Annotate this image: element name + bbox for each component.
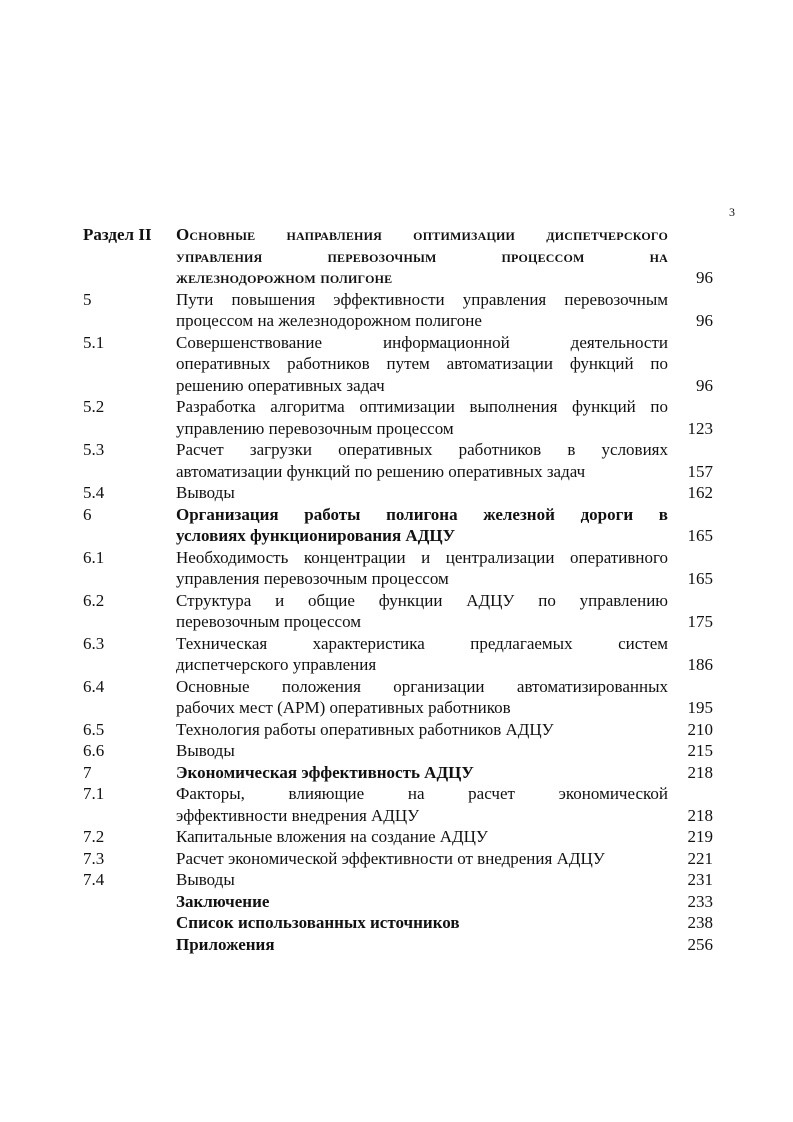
toc-entry-title xyxy=(176,633,668,676)
toc-entry xyxy=(0,783,793,826)
toc-entry-title xyxy=(176,676,668,719)
toc-entry-number: 6.3 xyxy=(83,633,105,653)
toc-entry-number: 5.3 xyxy=(83,440,105,459)
toc-entry xyxy=(0,762,793,784)
toc-entry-title-line: рабочих мест (АРМ) оперативных работников xyxy=(176,698,511,717)
toc-entry-title-line: Заключение xyxy=(176,891,270,911)
toc-entry-title-line: управления перевозочным процессом на xyxy=(176,246,668,266)
toc-entry-title xyxy=(176,783,668,826)
toc-entry-number: 7.4 xyxy=(83,870,105,889)
toc-entry-page: 219 xyxy=(687,827,713,846)
toc-entry-page: 96 xyxy=(696,268,713,287)
toc-entry xyxy=(0,547,793,590)
toc-entry-title-line: оперативных работников путем автоматизации функций по xyxy=(176,354,668,373)
toc-entry-page: 218 xyxy=(687,805,713,825)
toc-entry-page: 221 xyxy=(687,848,713,868)
toc-entry xyxy=(0,439,793,482)
toc-entry-title xyxy=(176,224,668,289)
toc-entry-title-line: Факторы, влияющие на расчет экономической xyxy=(176,784,668,803)
toc-entry-title-line: эффективности внедрения АДЦУ xyxy=(176,805,420,825)
toc-entry-number: 6.4 xyxy=(83,676,105,696)
toc-entry-title-line: Приложения xyxy=(176,934,275,954)
toc-entry-title xyxy=(176,332,668,397)
toc-entry-number: 5.1 xyxy=(83,332,105,352)
toc-entry-number: 6.5 xyxy=(83,719,105,739)
page-number: 3 xyxy=(729,205,735,219)
toc-entry-number: 7.2 xyxy=(83,827,105,846)
toc-entry-page: 231 xyxy=(687,870,713,889)
toc-entry-title-line: Экономическая эффективность АДЦУ xyxy=(176,762,474,782)
toc-entry xyxy=(0,826,793,848)
toc-entry-title-line: Техническая характеристика предлагаемых систем xyxy=(176,633,668,653)
toc-entry-title-line: Пути повышения эффективности управления перевозочным xyxy=(176,289,668,309)
toc-entry-page: 195 xyxy=(687,698,713,717)
toc-entry-title-line: условиях функционирования АДЦУ xyxy=(176,526,456,545)
toc-entry-title-line: Совершенствование информационной деятельности xyxy=(176,332,668,352)
toc-entry xyxy=(0,934,793,956)
toc-entry-page: 96 xyxy=(696,375,713,395)
toc-entry xyxy=(0,719,793,741)
toc-entry-page: 186 xyxy=(687,655,713,674)
toc-entry-title xyxy=(176,396,668,439)
toc-entry xyxy=(0,224,793,289)
toc-entry-page: 175 xyxy=(687,612,713,631)
toc-entry-number: 6.6 xyxy=(83,741,105,760)
toc-entry-title-line: Структура и общие функции АДЦУ по управлению xyxy=(176,590,668,610)
toc-entry-title-line: решению оперативных задач xyxy=(176,375,385,395)
toc-entry xyxy=(0,891,793,913)
toc-entry-title xyxy=(176,869,668,891)
toc-entry-page: 233 xyxy=(687,891,713,911)
toc-entry-title xyxy=(176,482,668,504)
toc-entry-title xyxy=(176,912,668,934)
toc-entry-number: 6.1 xyxy=(83,547,105,567)
toc-entry-page: 238 xyxy=(687,913,713,932)
toc-entry-title xyxy=(176,934,668,956)
toc-entry-number: 5.4 xyxy=(83,483,105,502)
toc-entry xyxy=(0,504,793,547)
toc-entry-number: 7.3 xyxy=(83,848,105,868)
toc-entry xyxy=(0,912,793,934)
toc-entry-title-line: Список использованных источников xyxy=(176,913,460,932)
toc-entry-page: 157 xyxy=(687,461,713,481)
toc-entry-title-line: диспетчерского управления xyxy=(176,655,377,674)
toc-entry xyxy=(0,332,793,397)
toc-entry-title-line: Выводы xyxy=(176,741,235,760)
toc-entry-number: 6 xyxy=(83,504,92,524)
toc-entry-page: 218 xyxy=(687,762,713,782)
toc-entry xyxy=(0,289,793,332)
toc-entry-page: 162 xyxy=(687,483,713,502)
toc-entry-page: 165 xyxy=(687,526,713,545)
toc-entry-title-line: Расчет экономической эффективности от внедрения АДЦУ xyxy=(176,848,605,868)
toc-entry-number: 5 xyxy=(83,289,92,309)
toc-entry-title xyxy=(176,740,668,762)
toc-entry-title-line: Разработка алгоритма оптимизации выполнения функций по xyxy=(176,397,668,416)
toc-entry-number: Раздел II xyxy=(83,225,152,244)
toc-entry-title-line: управлению перевозочным процессом xyxy=(176,418,454,438)
toc-entry-title xyxy=(176,891,668,913)
toc-entry-number: 6.2 xyxy=(83,590,105,610)
toc-entry xyxy=(0,396,793,439)
toc-entry-page: 210 xyxy=(687,719,713,739)
toc-entry-title-line: Основные положения организации автоматизированных xyxy=(176,676,668,696)
toc-entry-title-line: Необходимость концентрации и централизации оперативного xyxy=(176,547,668,567)
toc-entry-title xyxy=(176,590,668,633)
toc-entry-title xyxy=(176,826,668,848)
toc-entry-title-line: Технология работы оперативных работников АДЦУ xyxy=(176,719,554,739)
toc-entry-number: 7.1 xyxy=(83,784,105,803)
toc-entry-number: 7 xyxy=(83,762,92,782)
toc-entry-title-line: Расчет загрузки оперативных работников в условиях xyxy=(176,440,668,459)
toc-entry-title-line: Основные направления оптимизации диспетчерского xyxy=(176,225,668,244)
toc-entry-title xyxy=(176,289,668,332)
toc-entry-title xyxy=(176,762,668,784)
toc-entry-title-line: Капитальные вложения на создание АДЦУ xyxy=(176,827,488,846)
toc-entry-title xyxy=(176,547,668,590)
toc-entry-title xyxy=(176,848,668,870)
toc-entry xyxy=(0,590,793,633)
toc-entry-title-line: перевозочным процессом xyxy=(176,612,362,631)
toc-entry xyxy=(0,740,793,762)
table-of-contents xyxy=(0,224,793,955)
toc-entry xyxy=(0,482,793,504)
toc-entry-title-line: автоматизации функций по решению оперативных задач xyxy=(176,461,586,481)
toc-entry-title xyxy=(176,504,668,547)
toc-entry-title-line: Организация работы полигона железной дороги в xyxy=(176,504,668,524)
toc-entry-page: 96 xyxy=(696,311,713,330)
toc-entry-title-line: Выводы xyxy=(176,870,235,889)
toc-entry-title-line: Выводы xyxy=(176,483,235,502)
toc-entry xyxy=(0,633,793,676)
toc-entry-title-line: процессом на железнодорожном полигоне xyxy=(176,311,482,330)
toc-entry-number: 5.2 xyxy=(83,397,105,416)
toc-entry-title-line: железнодорожном полигоне xyxy=(176,268,393,287)
toc-entry-page: 165 xyxy=(687,569,713,588)
toc-entry-title xyxy=(176,439,668,482)
toc-entry-title-line: управления перевозочным процессом xyxy=(176,569,449,588)
toc-entry-page: 215 xyxy=(687,741,713,760)
toc-entry xyxy=(0,869,793,891)
toc-entry xyxy=(0,848,793,870)
toc-entry-page: 256 xyxy=(687,934,713,954)
toc-entry-title xyxy=(176,719,668,741)
toc-entry-page: 123 xyxy=(687,418,713,438)
toc-entry xyxy=(0,676,793,719)
